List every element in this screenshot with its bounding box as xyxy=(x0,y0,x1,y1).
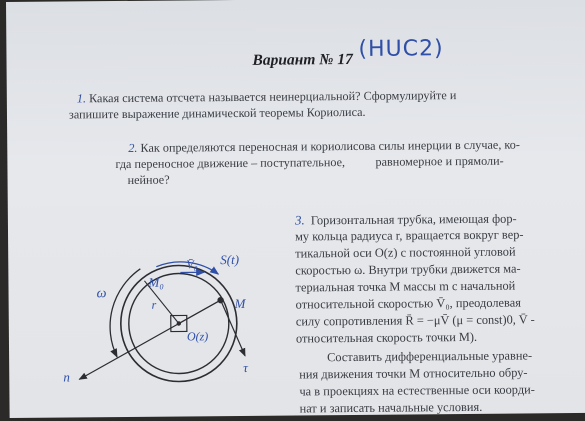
handwritten-note: (HUC2) xyxy=(358,36,444,62)
question-3-text-12: нат и записать начальные условия. xyxy=(299,399,483,416)
question-3-text-2: му кольца радиуса r, вращается вокруг вер- xyxy=(294,227,524,244)
exam-sheet xyxy=(6,0,585,418)
tau-label: τ xyxy=(243,359,248,375)
question-1-number: 1. xyxy=(76,91,87,106)
v0-label: V̄₀ xyxy=(186,257,198,272)
question-3-text-11: ча в проекциях на естественные оси коорди- xyxy=(299,382,535,399)
question-1-text-1: Какая система отсчета называется неинерциальной? Сформулируйте и xyxy=(88,88,457,106)
oz-label: O(z) xyxy=(186,329,209,344)
question-3-text-8: относительная скорость точки M). xyxy=(295,329,478,346)
n-label: n xyxy=(63,369,70,385)
question-2-text-3: нейное? xyxy=(127,172,170,187)
ring-tube-diagram xyxy=(48,227,320,417)
question-3-number: 3. xyxy=(294,212,305,228)
question-3-text-7: силу сопротивления R̄ = −μV̄ (μ = const)0, V̄ - xyxy=(295,312,535,329)
question-3-text-1: Горизонтальная трубка, имеющая фор- xyxy=(310,211,517,228)
question-3-text-9: Составить дифференциальные уравне- xyxy=(327,348,533,365)
question-3-text-4: скоростью ω. Внутри трубки движется ма- xyxy=(295,261,521,278)
m-label: M xyxy=(234,295,246,312)
r-label: r xyxy=(151,297,157,312)
question-3-text-5: териальная точка M массы m с начальной xyxy=(295,278,516,295)
question-2-text-2: гда переносное движение – поступательное, равномерное и прямоли- xyxy=(115,153,504,172)
s-label: S(t) xyxy=(220,251,240,268)
question-2-text-1: Как определяются переносная и кориолисова силы инерции в случае, ко- xyxy=(140,137,520,155)
question-3-text-10: ния движения точки M относительно обру- xyxy=(299,365,528,382)
question-1-text-2: запишите выражение динамической теоремы Кориолиса. xyxy=(68,104,366,122)
question-2-number: 2. xyxy=(128,140,138,155)
question-1-line-1 xyxy=(77,88,457,107)
m0-label: M₀ xyxy=(148,274,164,290)
omega-label: ω xyxy=(96,286,107,302)
question-3-text-3: тикальной оси O(z) с постоянной угловой xyxy=(295,244,516,261)
variant-title: Вариант № 17 xyxy=(252,50,353,69)
question-3-text-6: относительной скоростью V̄₀, преодолевая xyxy=(295,295,521,312)
